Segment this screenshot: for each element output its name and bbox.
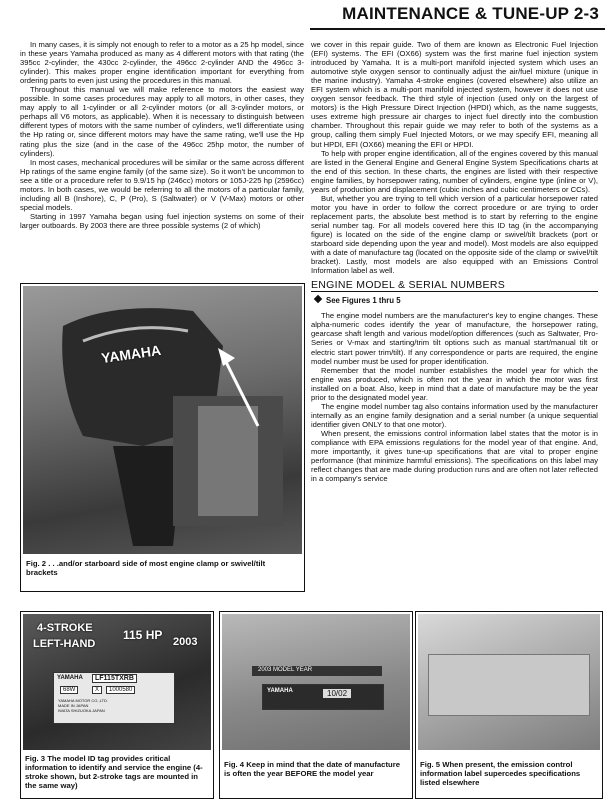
model-year-strip [252, 666, 382, 676]
figure-4 [219, 611, 413, 799]
section-heading: ENGINE MODEL & SERIAL NUMBERS [311, 281, 598, 292]
see-figures-note [315, 296, 598, 305]
paragraph: When present, the emissions control information label states that the motor is in compliance with EPA emissions regulations for the model year of that engine. And, more importantly, it gives tune-up specifications that are vital to proper engine performance (that minimize harmful emissions). The specifications on this label may reflect changes that are made during production runs and are often not later reflected in a company's service [311, 428, 598, 484]
tag-address: IWATA SHIZUOKA JAPAN [58, 708, 105, 713]
figure-3-caption: Fig. 3 The model ID tag provides critical information to identify and service the engine (4-stroke shown, but 2-stroke tags are mounted in the same way) [25, 754, 203, 790]
outboard-motor-illustration [23, 286, 302, 554]
model-id-tag [53, 672, 175, 724]
paragraph: To help with proper engine identification, all of the engines covered by this manual are listed in the General Engine and General Engine System Specifications charts at the end of this section. In these charts, the engines are listed with their respective engine families, by horsepower rating, number of cylinders, engine type (inline or V), years of production and displacement (cubic inches and cubic centimeters or CCs). [311, 148, 598, 194]
figure-5-photo [418, 614, 600, 750]
date-of-manufacture-tag [262, 684, 384, 710]
photo-label-115hp: 115 HP [123, 628, 163, 642]
date-tag-brand: YAMAHA [267, 688, 293, 694]
paragraph: In most cases, mechanical procedures will be similar or the same across different Hp ratings of the same engine family (of the same size). So it won't be uncommon to see a title or a procedure refer to 9.9/15 hp (246cc) motors or 105J-225 hp (2596cc) motors. In both cases, we would be referring to all the motors of a particular family, including all B (Inshore), C, P (Pro), S (Saltwater) or V (V-Max) motors or other special models. [20, 157, 304, 212]
figure-2-caption: Fig. 2 . . .and/or starboard side of most engine clamp or swivel/tilt brackets [26, 559, 266, 577]
figure-5 [415, 611, 603, 799]
paragraph: The engine model numbers are the manufacturer's key to engine changes. These alpha-numeric codes identify the year of manufacture, the horsepower rating, gearcase shaft length and various model/option differences (such as Saltwater, Pro-Series or V-max and starting/trim tilt options such as manual start/manual tilt or electric start power trim/tilt). If any correspondence or parts are required, the engine model number must be used for proper identification. [311, 311, 598, 366]
tag-model-number: LF115TXRB [92, 674, 137, 683]
paragraph: But, whether you are trying to tell which version of a particular horsepower rated motor you have in order to follow the correct procedure or are trying to order replacement parts, the absolute best method is to start by referring to the engine serial number tag. For all models covered here this ID tag (in the accompanying figure) is located on the side of the engine clamp or swivel/tilt brackets (port or starboard side depending upon the year and model). Most models are also equipped with a date of manufacture tag (located on the opposite side of the clamp or swivel/tilt bracket). Lastly, most models are also equipped with an Emissions Control Information label as well. [311, 193, 598, 276]
photo-label-4-stroke: 4-STROKE [37, 622, 93, 634]
paragraph: Throughout this manual we will make reference to motors the easiest way possible. In some cases procedures may apply to all motors, in other cases, they may apply to all 1-cylinder or all 2-cylinder motors (or all 3-cylinder motors, or perhaps all V6 motors, as applicable). When it is necessary to distinguish between different types of motors with the same number of cylinders, we'll differentiate using the Hp rating or, since different motors may have the same rating, we'll use the Hp rating plus the size (and in the case of the 496cc 25hp motor, the number of cylinders). [20, 85, 304, 158]
paragraph: we cover in this repair guide. Two of them are known as Electronic Fuel Injection (EFI) systems. The EFI (OX66) system was the first marine fuel injection system introduced by Yamaha. It is a multi-port manifold injected system which uses an automotive style oxygen sensor to continually adjust the air/fuel mixture (unique in the marine industry). Yamaha 4-stroke engines (covered elsewhere) also utilize an EFI system which is a multi-port manifold injected system, however it does not use oxygen sensor feedback. The third style of injection (used only on the largest of motors) is the High Pressure Direct Injection (HPDI) which, as the name suggests, uses extreme high pressure air charges to inject fuel directly into the combustion chamber. Throughout this repair guide we may refer to both of the systems as a group, calling them simply Fuel Injected Motors, or we may specify EFI, meaning all but HPDI, EFI (OX66) meaning the EFI or HPDI. [311, 40, 598, 149]
figure-3-photo [23, 614, 211, 750]
tag-code: 68W [60, 686, 78, 694]
date-tag-date: 10/02 [323, 689, 351, 698]
emission-label-illustration [428, 654, 590, 716]
model-year-label: 2003 MODEL YEAR [258, 667, 313, 673]
see-figures-text: See Figures 1 thru 5 [326, 296, 401, 306]
figure-2-photo [23, 286, 302, 554]
tag-fine-print [58, 698, 108, 713]
figure-4-photo [222, 614, 410, 750]
diamond-bullet-icon [314, 295, 322, 303]
page-title: MAINTENANCE & TUNE-UP 2-3 [342, 4, 599, 23]
page-header [0, 0, 609, 26]
figure-3 [20, 611, 214, 799]
paragraph: Starting in 1997 Yamaha began using fuel injection systems on some of their larger outboards. By 2003 there are three possible systems (2 of which) [20, 211, 304, 230]
paragraph: The engine model number tag also contains information used by the manufacturer internally as an engine family designation and a serial number (a unique sequential identifier given ONLY to that one motor). [311, 401, 598, 429]
paragraph: Remember that the model number establishes the model year for which the engine was produced, which is often not the year in which the motor was first installed on a boat. Also, keep in mind that a date of manufacture may be the year prior to the designated model year. [311, 365, 598, 402]
header-rule [310, 28, 605, 30]
tag-origin: MADE IN JAPAN [58, 703, 89, 708]
photo-label-year: 2003 [173, 636, 198, 648]
photo-label-left-hand: LEFT-HAND [33, 638, 96, 650]
tag-serial: 1000580 [106, 686, 135, 694]
tag-manufacturer: YAMAHA MOTOR CO.,LTD. [58, 698, 109, 703]
figure-4-caption: Fig. 4 Keep in mind that the date of manufacture is often the year BEFORE the model year [224, 760, 400, 778]
figure-5-caption: Fig. 5 When present, the emission control information label supercedes specifications listed elsewhere [420, 760, 581, 787]
paragraph: In many cases, it is simply not enough to refer to a motor as a 25 hp model, since in these years Yamaha produced as many as 4 different motors with that rating (the 395cc 2-cylinder, the 430cc 2-cylinder, the 496cc 2-cylinder AND the 496cc 3-cylinder). This makes proper engine identification important for everything from ordering parts to even just using the procedures in this manual. [20, 40, 304, 86]
tag-x: X [92, 686, 102, 694]
figure-2 [20, 283, 305, 592]
yamaha-logo-text: YAMAHA [100, 341, 162, 367]
left-column [20, 40, 304, 230]
tag-brand: YAMAHA [57, 675, 83, 681]
right-column [311, 40, 598, 483]
